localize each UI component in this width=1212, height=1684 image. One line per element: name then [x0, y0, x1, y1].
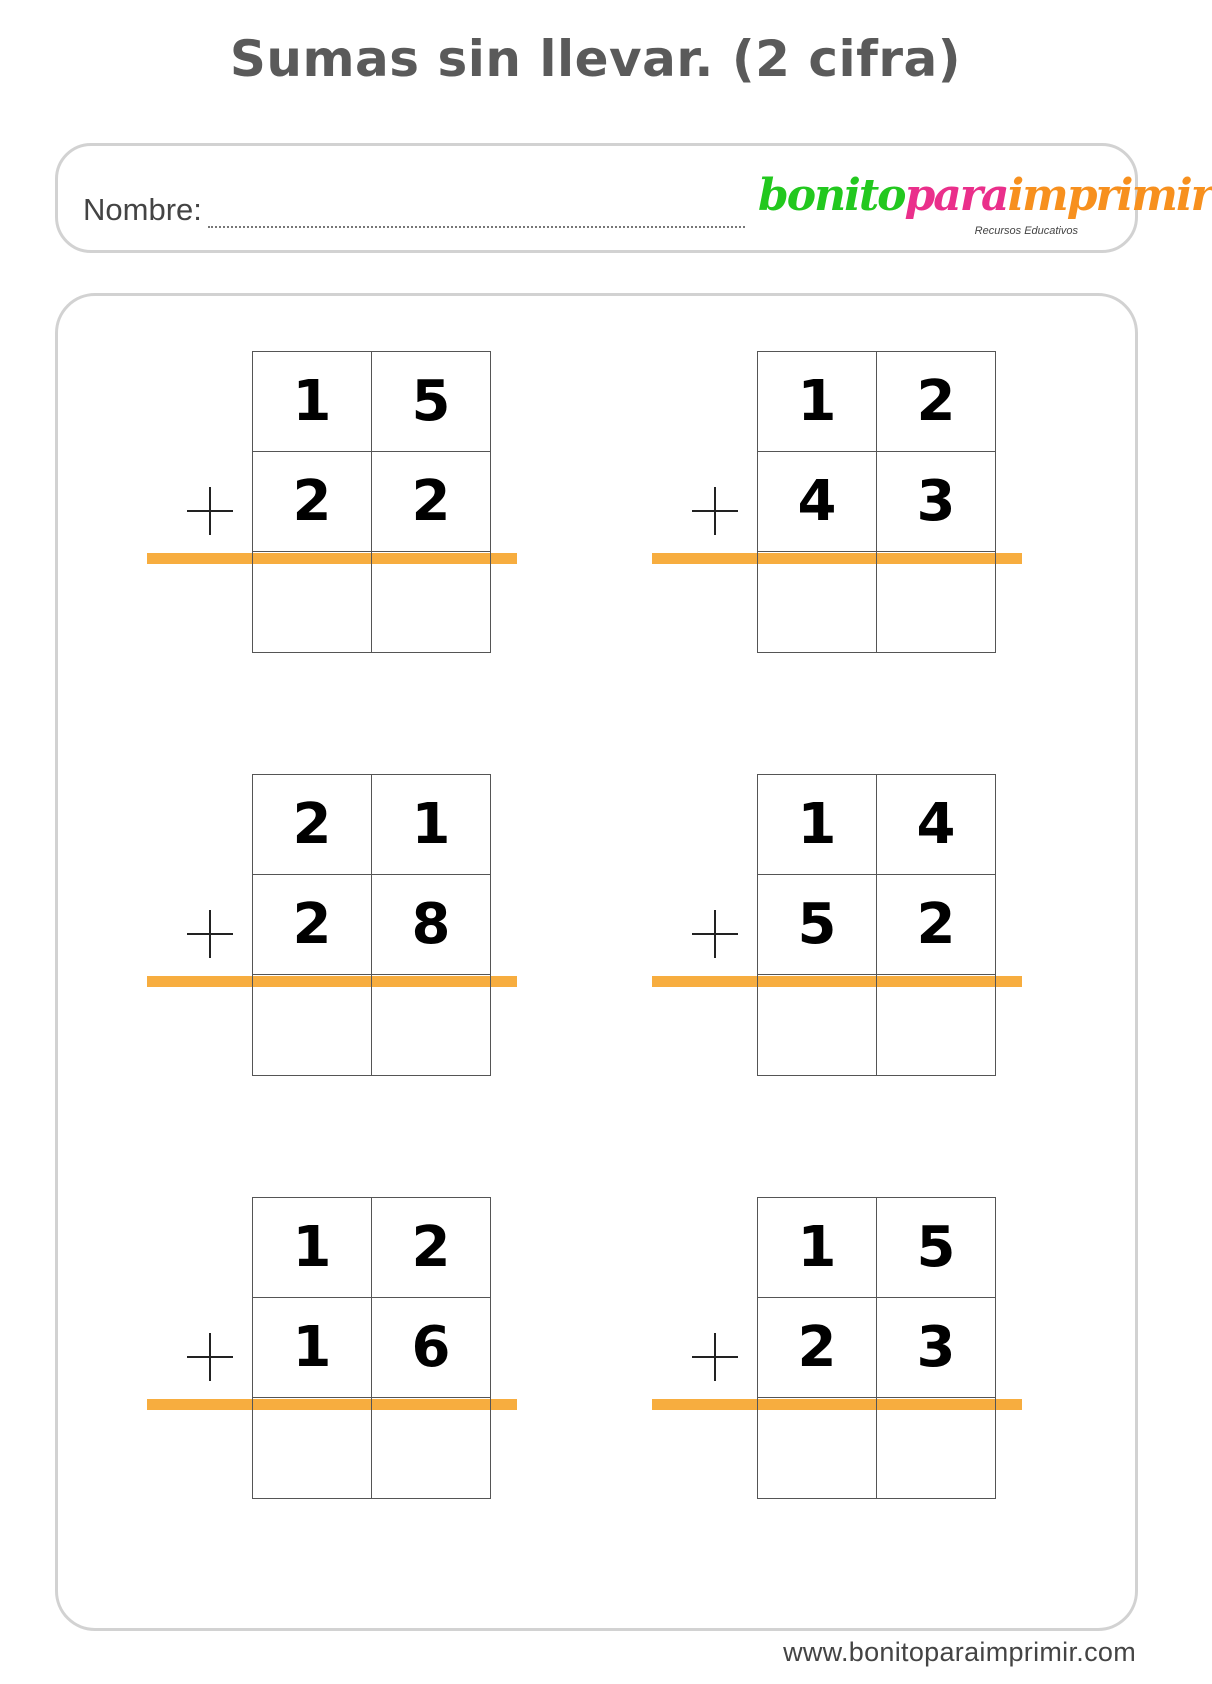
- plus-icon: [692, 1337, 732, 1377]
- top-units-digit: 2: [371, 1197, 491, 1298]
- page-title: Sumas sin llevar. (2 cifra): [229, 30, 962, 88]
- bottom-units-digit: 2: [876, 874, 996, 975]
- plus-icon: [187, 1337, 227, 1377]
- logo-part-bonito: bonito: [758, 170, 905, 221]
- answer-units-box[interactable]: [371, 551, 491, 653]
- bottom-tens-digit: 1: [252, 1297, 372, 1398]
- name-field[interactable]: [208, 226, 745, 228]
- plus-icon: [187, 491, 227, 531]
- answer-tens-box[interactable]: [252, 551, 372, 653]
- top-tens-digit: 2: [252, 774, 372, 875]
- plus-icon: [692, 491, 732, 531]
- plus-icon: [187, 914, 227, 954]
- bottom-units-digit: 3: [876, 451, 996, 552]
- logo-part-para: para: [904, 170, 1008, 221]
- plus-icon: [692, 914, 732, 954]
- addition-problem: [147, 774, 547, 1094]
- answer-units-box[interactable]: [876, 551, 996, 653]
- answer-tens-box[interactable]: [252, 974, 372, 1076]
- top-tens-digit: 1: [252, 1197, 372, 1298]
- logo: [758, 170, 1212, 250]
- bottom-units-digit: 3: [876, 1297, 996, 1398]
- bottom-tens-digit: 2: [252, 451, 372, 552]
- answer-units-box[interactable]: [371, 1397, 491, 1499]
- addition-problem: [652, 351, 1052, 671]
- name-box: [55, 143, 1212, 253]
- top-tens-digit: 1: [757, 351, 877, 452]
- addition-problem: [147, 1197, 547, 1517]
- top-units-digit: 5: [371, 351, 491, 452]
- answer-tens-box[interactable]: [757, 551, 877, 653]
- top-tens-digit: 1: [757, 1197, 877, 1298]
- bottom-units-digit: 8: [371, 874, 491, 975]
- top-units-digit: 5: [876, 1197, 996, 1298]
- footer-url[interactable]: www.bonitoparaimprimir.com: [783, 1637, 1136, 1667]
- answer-units-box[interactable]: [876, 1397, 996, 1499]
- logo-part-imprimir: imprimir: [1007, 170, 1212, 221]
- bottom-units-digit: 2: [371, 451, 491, 552]
- bottom-tens-digit: 2: [252, 874, 372, 975]
- answer-units-box[interactable]: [876, 974, 996, 1076]
- answer-units-box[interactable]: [371, 974, 491, 1076]
- bottom-tens-digit: 2: [757, 1297, 877, 1398]
- answer-tens-box[interactable]: [757, 974, 877, 1076]
- exercise-panel: [55, 293, 1138, 1631]
- top-units-digit: 2: [876, 351, 996, 452]
- answer-tens-box[interactable]: [757, 1397, 877, 1499]
- addition-problem: [652, 774, 1052, 1094]
- logo-subtitle: Recursos Educativos: [974, 225, 1078, 237]
- top-tens-digit: 1: [757, 774, 877, 875]
- bottom-tens-digit: 5: [757, 874, 877, 975]
- logo-wordmark: [758, 170, 1212, 221]
- top-units-digit: 4: [876, 774, 996, 875]
- addition-problem: [147, 351, 547, 671]
- bottom-units-digit: 6: [371, 1297, 491, 1398]
- answer-tens-box[interactable]: [252, 1397, 372, 1499]
- addition-problem: [652, 1197, 1052, 1517]
- bottom-tens-digit: 4: [757, 451, 877, 552]
- name-label: Nombre:: [83, 192, 202, 227]
- top-units-digit: 1: [371, 774, 491, 875]
- top-tens-digit: 1: [252, 351, 372, 452]
